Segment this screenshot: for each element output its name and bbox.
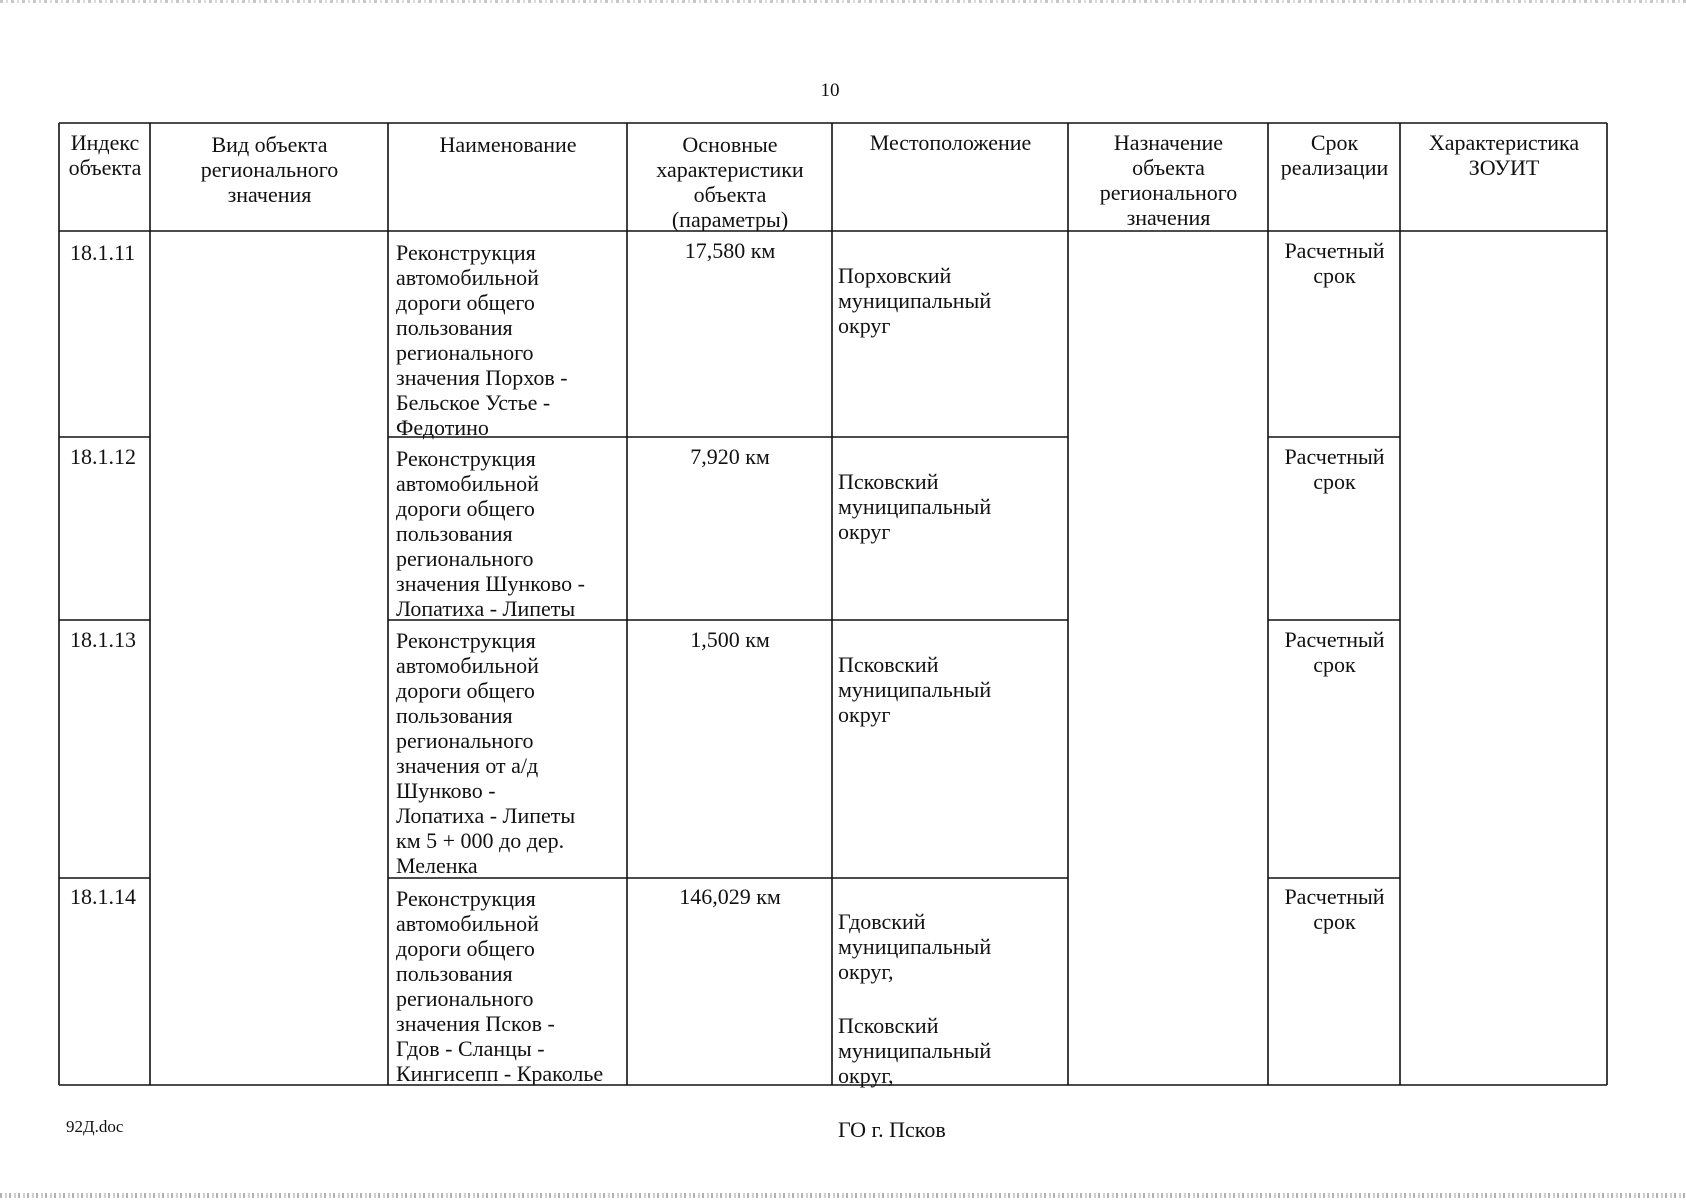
header-params: Основные характеристики объекта (параметры) [656, 132, 804, 232]
row-4-term: Расчетный срок [1284, 884, 1385, 934]
header-index: Индекс объекта [68, 130, 142, 180]
footer-filename: 92Д.doc [66, 1117, 124, 1136]
row-3-name: Реконструкция автомобильной дороги общего пользования регионального значения от а/д Шунково - Лопатиха - Липеты км 5 + 000 до дер. Меленка [396, 628, 576, 878]
row-1-location-part: Порховский муниципальный округ [838, 263, 992, 338]
header-type: Вид объекта регионального значения [200, 132, 339, 207]
row-4-location-part-2: Псковский муниципальный округ, [838, 1013, 992, 1088]
row-2-term: Расчетный срок [1284, 444, 1385, 494]
header-term: Срок реализации [1280, 130, 1389, 180]
header-zouit: Характеристика ЗОУИТ [1428, 130, 1580, 180]
header-location: Местоположение [869, 130, 1032, 155]
row-2-params: 7,920 км [690, 444, 770, 469]
scan-edge-bottom [0, 1193, 1686, 1198]
row-2-index: 18.1.12 [70, 444, 136, 469]
row-4-index: 18.1.14 [70, 884, 136, 909]
header-name: Наименование [439, 132, 577, 157]
header-purpose: Назначение объекта регионального значения [1099, 130, 1238, 230]
row-2-location [838, 444, 1066, 573]
row-1-params: 17,580 км [684, 238, 776, 263]
row-4-location [838, 884, 1066, 1171]
row-4-params: 146,029 км [679, 884, 781, 909]
row-2-name: Реконструкция автомобильной дороги общего пользования регионального значения Шунково - Лопатиха - Липеты [396, 446, 585, 621]
row-4-location-part-1: Гдовский муниципальный округ, [838, 909, 992, 984]
page-number: 10 [820, 80, 840, 101]
row-3-params: 1,500 км [690, 627, 770, 652]
row-3-location-part: Псковский муниципальный округ [838, 652, 992, 727]
row-4-name: Реконструкция автомобильной дороги общего пользования регионального значения Псков - Гдов - Сланцы - Кингисепп - Краколье [396, 886, 604, 1086]
row-3-term: Расчетный срок [1284, 627, 1385, 677]
row-2-location-part: Псковский муниципальный округ [838, 469, 992, 544]
row-1-term: Расчетный срок [1284, 238, 1385, 288]
row-1-location [838, 238, 1066, 367]
row-1-name: Реконструкция автомобильной дороги общего пользования регионального значения Порхов - Бельское Устье - Федотино [396, 240, 568, 440]
row-3-location [838, 627, 1066, 756]
row-3-index: 18.1.13 [70, 627, 136, 652]
row-4-location-part-3: ГО г. Псков [838, 1117, 946, 1142]
row-1-index: 18.1.11 [70, 240, 136, 265]
